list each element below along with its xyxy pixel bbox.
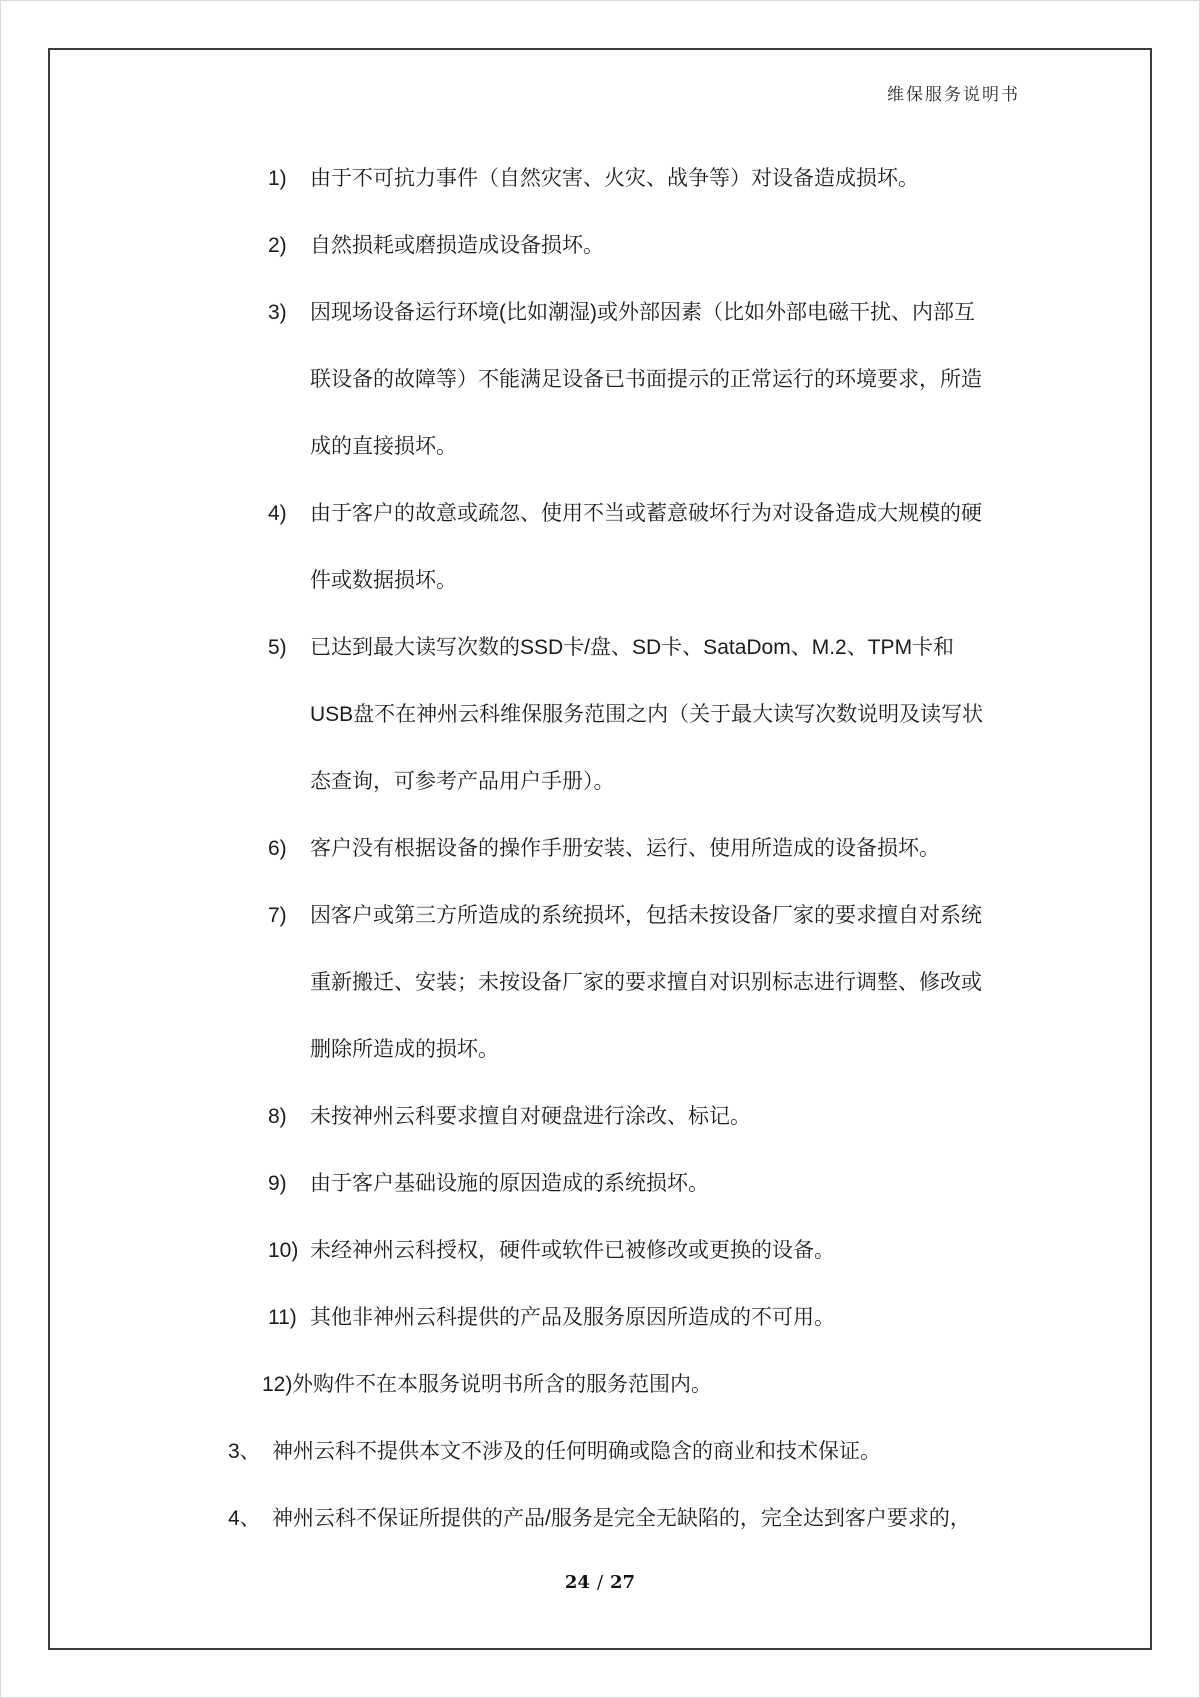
page-header (887, 80, 1020, 105)
list-item-text (272, 1485, 1200, 1552)
list-item (0, 1485, 1200, 1552)
text-line: 其他非神州云科提供的产品及服务原因所造成的不可用。 (310, 1306, 835, 1329)
page-number-total: 27 (610, 1572, 636, 1593)
text-line: 未经神州云科授权，硬件或软件已被修改或更换的设备。 (310, 1239, 835, 1262)
list-item (0, 1083, 1200, 1150)
list-item-marker: 12) (262, 1373, 293, 1396)
page-number-separator: / (596, 1572, 604, 1593)
text-line: 神州云科不提供本文不涉及的任何明确或隐含的商业和技术保证。 (272, 1440, 881, 1463)
text-line: USB盘不在神州云科维保服务范围之内（关于最大读写次数说明及读写状 (310, 703, 984, 726)
text-line: 联设备的故障等）不能满足设备已书面提示的正常运行的环境要求，所造 (310, 368, 982, 391)
list-item-text (310, 1150, 1200, 1217)
text-line: 件或数据损坏。 (310, 569, 457, 592)
list-item-text (310, 145, 1200, 212)
text-line: 神州云科不保证所提供的产品/服务是完全无缺陷的，完全达到客户要求的， (272, 1507, 971, 1530)
list-item-marker: 4) (268, 502, 287, 525)
list-item (0, 1284, 1200, 1351)
text-line: 由于客户基础设施的原因造成的系统损坏。 (310, 1172, 709, 1195)
list-item (0, 1217, 1200, 1284)
text-line: 外购件不在本服务说明书所含的服务范围内。 (292, 1373, 712, 1396)
list-item (0, 1351, 1200, 1418)
list-item-marker: 1) (268, 167, 287, 190)
list-item (0, 1150, 1200, 1217)
list-item-marker: 11) (268, 1306, 297, 1329)
list-item-marker: 3、 (228, 1440, 261, 1463)
list-item (0, 1418, 1200, 1485)
header-title: 维保服务说明书 (887, 85, 1020, 105)
list-item-text (310, 1284, 1200, 1351)
text-line: 已达到最大读写次数的SSD卡/盘、SD卡、SataDom、M.2、TPM卡和 (310, 636, 955, 659)
list-item-marker: 9) (268, 1172, 287, 1195)
list-item-marker: 10) (268, 1239, 299, 1262)
list-item-text (272, 1418, 1200, 1485)
list-item-text (310, 1083, 1200, 1150)
text-line: 成的直接损坏。 (310, 435, 457, 458)
text-line: 因现场设备运行环境(比如潮湿)或外部因素（比如外部电磁干扰、内部互 (310, 301, 975, 324)
list-item-text (310, 882, 1200, 1083)
list-item-marker: 5) (268, 636, 287, 659)
list-item-marker: 8) (268, 1105, 287, 1128)
list-item-text (310, 1217, 1200, 1284)
page-footer (0, 1572, 1200, 1593)
list-item-marker: 4、 (228, 1507, 261, 1530)
list-item (0, 212, 1200, 279)
list-item (0, 815, 1200, 882)
text-line: 因客户或第三方所造成的系统损坏，包括未按设备厂家的要求擅自对系统 (310, 904, 982, 927)
list-item-text (310, 212, 1200, 279)
list-item-marker: 7) (268, 904, 287, 927)
list-item (0, 279, 1200, 480)
text-line: 由于不可抗力事件（自然灾害、火灾、战争等）对设备造成损坏。 (310, 167, 919, 190)
text-line: 删除所造成的损坏。 (310, 1038, 499, 1061)
text-line: 客户没有根据设备的操作手册安装、运行、使用所造成的设备损坏。 (310, 837, 940, 860)
list-item (0, 480, 1200, 614)
list-item (0, 614, 1200, 815)
text-line: 态查询，可参考产品用户手册）。 (310, 770, 615, 793)
list-item-text (310, 279, 1200, 480)
list-item-text (292, 1351, 1200, 1418)
list-item-marker: 2) (268, 234, 287, 257)
list-item-text (310, 815, 1200, 882)
text-line: 重新搬迁、安装；未按设备厂家的要求擅自对识别标志进行调整、修改或 (310, 971, 982, 994)
list-item (0, 882, 1200, 1083)
list-item-text (310, 480, 1200, 614)
list-item-marker: 3) (268, 301, 287, 324)
text-line: 自然损耗或磨损造成设备损坏。 (310, 234, 604, 257)
text-line: 未按神州云科要求擅自对硬盘进行涂改、标记。 (310, 1105, 751, 1128)
text-line: 由于客户的故意或疏忽、使用不当或蓄意破坏行为对设备造成大规模的硬 (310, 502, 982, 525)
document-body (0, 145, 1200, 1552)
page-number-current: 24 (564, 1572, 590, 1593)
list-item (0, 145, 1200, 212)
list-item-marker: 6) (268, 837, 287, 860)
list-item-text (310, 614, 1200, 815)
